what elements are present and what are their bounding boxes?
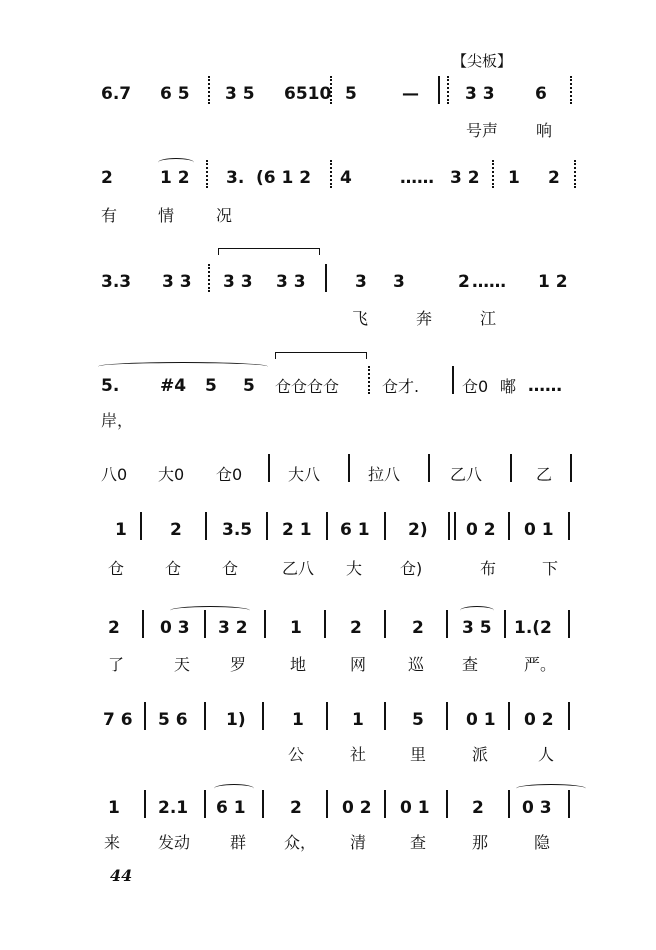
page-number: 44 <box>110 866 133 885</box>
note-group: 5 <box>412 710 424 730</box>
note-group: …… <box>400 168 434 188</box>
bar-line <box>330 160 332 188</box>
lyric: 隐 <box>534 833 551 852</box>
bar-line <box>264 610 266 638</box>
note-group: 3 5 <box>462 618 492 638</box>
slur-mark <box>158 158 194 167</box>
bar-line <box>204 610 206 638</box>
note-group: 3. <box>226 168 245 188</box>
lyric: 巡 <box>408 655 425 674</box>
note-group: 1 <box>508 168 520 188</box>
note-group: 2) <box>408 520 428 540</box>
lyric: 仓) <box>400 559 423 578</box>
bar-line <box>206 160 208 188</box>
percussion-syllables: 乙 <box>536 465 553 484</box>
note-group: 1) <box>226 710 246 730</box>
lyric: 地 <box>290 655 307 674</box>
note-group: 2 1 <box>282 520 312 540</box>
lyric: 号声 <box>466 121 499 140</box>
percussion-syllables: 拉八 <box>368 465 401 484</box>
lyric: 乙八 <box>282 559 315 578</box>
lyric: 仓 <box>108 559 125 578</box>
note-group: 5 <box>345 84 357 104</box>
note-group: 0 3 <box>160 618 190 638</box>
bar-line <box>326 512 328 540</box>
note-group: 2 <box>412 618 424 638</box>
bar-line <box>574 160 576 188</box>
bar-line <box>568 610 570 638</box>
lyric: 罗 <box>230 655 247 674</box>
bar-line <box>262 790 264 818</box>
lyric: 响 <box>536 121 553 140</box>
lyric: 来 <box>104 833 121 852</box>
bar-line <box>325 264 327 292</box>
note-group: 3 2 <box>218 618 248 638</box>
note-group: 2 <box>101 168 113 188</box>
note-group: 2.1 <box>158 798 189 818</box>
note-group: 6510 <box>284 84 332 104</box>
note-group: 0 2 <box>342 798 372 818</box>
lyric: 奔 <box>416 309 433 328</box>
note-group: 3 3 <box>162 272 192 292</box>
bar-line <box>446 702 448 730</box>
bar-line <box>268 454 270 482</box>
lyric: 天 <box>174 655 191 674</box>
bar-line <box>204 702 206 730</box>
note-group: 0 1 <box>524 520 554 540</box>
note-group: 1 <box>108 798 120 818</box>
bar-line <box>368 366 370 394</box>
lyric: 飞 <box>352 309 369 328</box>
lyric: 清 <box>350 833 367 852</box>
note-group: 0 2 <box>524 710 554 730</box>
slur-mark <box>214 784 254 793</box>
bar-line <box>262 702 264 730</box>
slur-mark <box>516 784 586 793</box>
note-group: 3 2 <box>450 168 480 188</box>
note-group: 7 6 <box>103 710 133 730</box>
note-group: 1.(2 <box>514 618 552 638</box>
note-group: 3 <box>355 272 367 292</box>
lyric: 众， <box>284 833 317 852</box>
lyric: 公 <box>288 745 305 764</box>
bar-line <box>144 790 146 818</box>
note-group: 5 <box>243 376 255 396</box>
repeat-bracket <box>218 248 320 255</box>
note-group: 5. <box>101 376 120 396</box>
bar-line <box>448 512 450 540</box>
note-group: 3 5 <box>225 84 255 104</box>
bar-line <box>204 790 206 818</box>
lyric: 仓 <box>222 559 239 578</box>
note-group: 3 <box>393 272 405 292</box>
bar-line <box>428 454 430 482</box>
note-group: 3.5 <box>222 520 253 540</box>
lyric: 大 <box>346 559 363 578</box>
bar-line <box>266 512 268 540</box>
note-group: 6 1 <box>216 798 246 818</box>
lyric: 情 <box>158 206 175 225</box>
percussion-syllables: 仓才. <box>382 377 420 396</box>
lyric: 人 <box>538 745 555 764</box>
percussion-syllables: 大八 <box>288 465 321 484</box>
bar-line <box>384 702 386 730</box>
bar-line <box>452 366 454 394</box>
note-group: 6 1 <box>340 520 370 540</box>
note-group: 1 2 <box>160 168 190 188</box>
bar-line <box>326 790 328 818</box>
lyric: 仓 <box>165 559 182 578</box>
tempo-label: 【尖板】 <box>452 52 513 70</box>
percussion-syllables: 乙八 <box>450 465 483 484</box>
bar-line <box>570 454 572 482</box>
percussion-syllables: 仓0 <box>462 377 489 396</box>
note-group: …… <box>472 272 506 292</box>
bar-line <box>208 264 210 292</box>
bar-line <box>446 610 448 638</box>
note-group: 0 3 <box>522 798 552 818</box>
lyric: 发动 <box>158 833 191 852</box>
note-group: 2 <box>290 798 302 818</box>
bar-line <box>142 610 144 638</box>
bar-line <box>508 702 510 730</box>
bar-line <box>348 454 350 482</box>
lyric: 严。 <box>524 655 557 674</box>
note-group: 6 <box>535 84 547 104</box>
lyric: 群 <box>230 833 247 852</box>
bar-line <box>510 454 512 482</box>
lyric: 江 <box>480 309 497 328</box>
note-group: 1 <box>115 520 127 540</box>
bar-line <box>208 76 210 104</box>
slur-mark <box>170 606 250 615</box>
note-group: 1 <box>352 710 364 730</box>
percussion-syllables: 八0 <box>101 465 128 484</box>
note-group: 3.3 <box>101 272 132 292</box>
note-group: 0 1 <box>400 798 430 818</box>
lyric: 查 <box>462 655 479 674</box>
percussion-syllables: 大0 <box>158 465 185 484</box>
note-group: 4 <box>340 168 352 188</box>
note-group: 3 3 <box>465 84 495 104</box>
bar-line <box>492 160 494 188</box>
note-group: 0 1 <box>466 710 496 730</box>
lyric: 里 <box>410 745 427 764</box>
note-group: 1 2 <box>538 272 568 292</box>
lyric: 况 <box>216 206 233 225</box>
lyric: 派 <box>472 745 489 764</box>
lyric: 查 <box>410 833 427 852</box>
lyric: 布 <box>480 559 497 578</box>
note-group: 2 <box>472 798 484 818</box>
percussion-syllables: 仓仓仓仓 <box>275 377 340 396</box>
bar-line <box>568 702 570 730</box>
bar-line <box>508 790 510 818</box>
bar-line <box>330 76 332 104</box>
lyric: 了 <box>108 655 125 674</box>
note-group: 0 2 <box>466 520 496 540</box>
note-group: 3 3 <box>223 272 253 292</box>
bar-line <box>384 512 386 540</box>
note-group: 1 <box>290 618 302 638</box>
note-group: 2 <box>458 272 470 292</box>
bar-line <box>326 702 328 730</box>
lyric: 网 <box>350 655 367 674</box>
note-group: 3 3 <box>276 272 306 292</box>
bar-line <box>384 610 386 638</box>
repeat-bracket <box>275 352 367 359</box>
bar-line <box>570 76 572 104</box>
note-group: 5 <box>205 376 217 396</box>
percussion-syllables: 嘟 <box>500 377 517 396</box>
slur-mark <box>460 606 494 615</box>
note-group: 2 <box>170 520 182 540</box>
lyric: 下 <box>542 559 559 578</box>
note-group: 6 5 <box>160 84 190 104</box>
note-group: 5 6 <box>158 710 188 730</box>
note-group: 1 <box>292 710 304 730</box>
note-group: (6 1 2 <box>256 168 312 188</box>
bar-line <box>324 610 326 638</box>
note-group: — <box>402 84 419 104</box>
note-group: 2 <box>548 168 560 188</box>
note-group: …… <box>528 376 562 396</box>
lyric: 岸， <box>101 411 134 430</box>
bar-line <box>454 512 456 540</box>
lyric: 有 <box>101 206 118 225</box>
note-group: #4 <box>160 376 187 396</box>
bar-line <box>140 512 142 540</box>
lyric: 那 <box>472 833 489 852</box>
bar-line <box>447 76 449 104</box>
bar-line <box>446 790 448 818</box>
bar-line <box>568 790 570 818</box>
percussion-syllables: 仓0 <box>216 465 243 484</box>
note-group: 2 <box>350 618 362 638</box>
note-group: 6.7 <box>101 84 132 104</box>
bar-line <box>205 512 207 540</box>
bar-line <box>438 76 440 104</box>
bar-line <box>508 512 510 540</box>
note-group: 2 <box>108 618 120 638</box>
bar-line <box>144 702 146 730</box>
slur-mark <box>98 362 268 371</box>
bar-line <box>384 790 386 818</box>
lyric: 社 <box>350 745 367 764</box>
bar-line <box>568 512 570 540</box>
bar-line <box>504 610 506 638</box>
